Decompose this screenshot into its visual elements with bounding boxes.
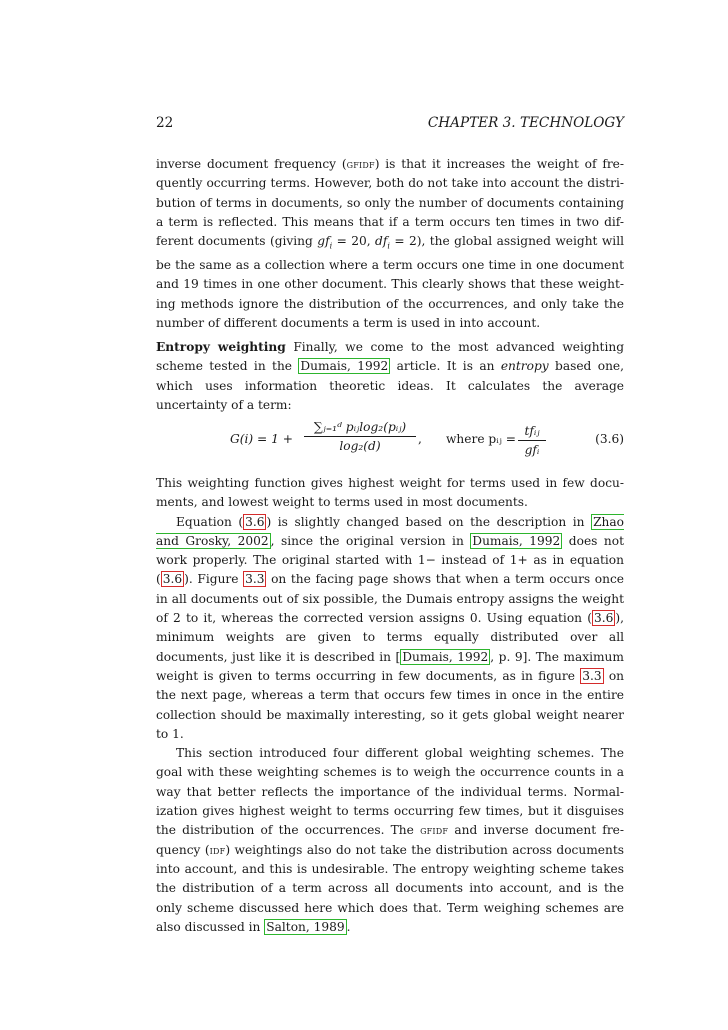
- chapter-title: CHAPTER 3. TECHNOLOGY: [427, 115, 624, 131]
- equation-link[interactable]: 3.6: [245, 514, 265, 529]
- paragraph-equation-change: Equation ( 3.6 ) is slightly changed based on the description in Zhao and Grosky, 2002 , since the original version in Dumais, 1992 does not work properly. The original started with 1− instead of 1+ as in equation ( 3.6 ). Figure 3.3 on the facing page shows that when a term occurs once in all documents out of six possible, the Dumais entropy assigns the weight of 2 to it, whereas the corrected version assigns 0. Using equation ( 3.6 ), minimum weights are given to terms equally distributed over all documents, just like it is described in [ Dumais, 1992 , p. 9]. The maximum weight is given to terms occurring in few documents, as in figure 3.3 on the next page, whereas a term that occurs few times in once in the entire collection should be maximally interesting, so it gets global weight nearer to 1.: [156, 514, 624, 741]
- equation-where-clause: where pᵢⱼ =: [446, 432, 516, 446]
- idf-acronym: idf: [209, 843, 226, 857]
- gfidf-acronym: gfidf: [346, 158, 375, 171]
- citation-link[interactable]: Dumais, 1992: [402, 649, 489, 664]
- equation-link[interactable]: 3.6: [593, 611, 614, 626]
- equation-number: (3.6): [595, 432, 624, 446]
- fraction-denominator: log₂(d): [339, 439, 381, 453]
- fraction-bar: [304, 436, 416, 437]
- equation-lhs: G(i) = 1 +: [230, 432, 293, 446]
- section-heading-entropy: Entropy weighting: [156, 340, 286, 354]
- equation-3-6: G(i) = 1 + ∑ⱼ₌₁ᵈ pᵢⱼlog₂(pᵢⱼ) log₂(d) , where pᵢⱼ = tfᵢⱼ gfᵢ (3.6): [230, 420, 624, 457]
- page-number: 22: [156, 115, 174, 131]
- paragraph-weighting-function: This weighting function gives highest weight for terms used in few docu-ments, and lowest weight to terms used in most documents.: [156, 476, 624, 510]
- paragraph-entropy-weighting: Entropy weighting Finally, we come to the most advanced weighting scheme tested in the Dumais, 1992 article. It is an entropy based one, which uses information theoretic ideas. It calculates the average uncertainty of a term:: [156, 340, 625, 412]
- probability-fraction: tfᵢⱼ gfᵢ: [518, 424, 546, 457]
- citation-link[interactable]: Dumais, 1992: [300, 359, 389, 374]
- entropy-fraction: [304, 420, 416, 453]
- paragraph-summary: This section introduced four different global weighting schemes. The goal with these weighting schemes is to weigh the occurrence counts in a way that better reflects the importance of the individual terms. Normal-ization gives highest weight to terms occurring few times, but it disguises the distribution of the occurrences. The gfidf and inverse document fre-quency (idf) weightings also do not take the distribution across documents into account, and this is undesirable. The entropy weighting scheme takes the distribution of a term across all documents into account, and is the only scheme discussed here which does that. Term weighing schemes are also discussed in Salton, 1989 .: [156, 746, 624, 934]
- citation-link[interactable]: Salton, 1989: [266, 919, 345, 934]
- citation-link[interactable]: Zhao and Grosky, 2002: [156, 514, 624, 548]
- paragraph-gfidf-limitations: inverse document frequency (gfidf) is that it increases the weight of fre-quently occurring terms. However, both do not take into account the distri-bution of terms in documents, so only the number of documents containing a term is reflected. This means that if a term occurs ten times in two dif-ferent documents (giving $gf_i = 20$, $df_i = 2$), the global assigned weight will be the same as a collection where a term occurs one time in one document and 19 times in one other document. This clearly shows that these weight-ing methods ignore the distribution of the occurrences, and only take the number of different documents a term is used in into account.: [156, 157, 624, 330]
- fraction-numerator: ∑ⱼ₌₁ᵈ pᵢⱼlog₂(pᵢⱼ): [313, 420, 407, 434]
- figure-link[interactable]: 3.3: [245, 572, 265, 587]
- body-text-continued: [156, 474, 624, 937]
- equation-link[interactable]: 3.6: [162, 572, 183, 587]
- citation-link[interactable]: Dumais, 1992: [472, 533, 561, 548]
- gfidf-acronym: gfidf: [420, 824, 449, 838]
- figure-link[interactable]: 3.3: [582, 668, 602, 683]
